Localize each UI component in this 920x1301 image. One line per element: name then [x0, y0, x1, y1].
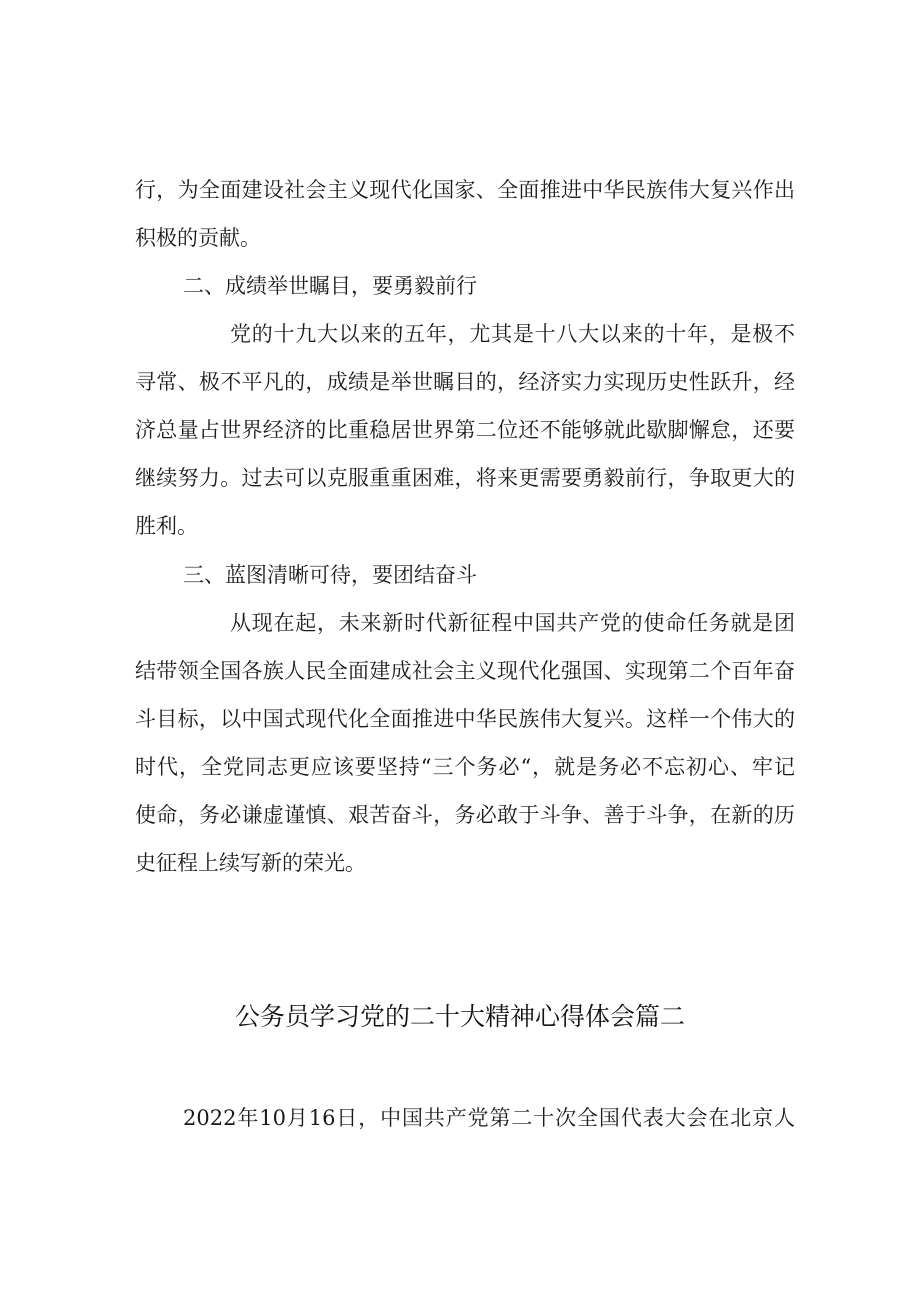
paragraph-line: 寻常、极不平凡的，成绩是举世瞩目的，经济实力实现历史性跃升，经: [135, 370, 795, 394]
paragraph-line: 党的十九大以来的五年，尤其是十八大以来的十年，是极不: [230, 322, 795, 346]
paragraph-line: 斗目标，以中国式现代化全面推进中华民族伟大复兴。这样一个伟大的: [135, 707, 795, 731]
paragraph-line: 使命，务必谦虚谨慎、艰苦奋斗，务必敢于斗争、善于斗争，在新的历: [135, 803, 795, 827]
section-heading: 三、蓝图清晰可待，要团结奋斗: [183, 563, 477, 587]
paragraph-line: 从现在起，未来新时代新征程中国共产党的使命任务就是团: [230, 611, 795, 635]
paragraph-line: 结带领全国各族人民全面建成社会主义现代化强国、实现第二个百年奋: [135, 659, 795, 683]
paragraph-line: 胜利。: [135, 514, 198, 538]
paragraph-line: 史征程上续写新的荣光。: [135, 851, 366, 875]
paragraph-line: 继续努力。过去可以克服重重困难，将来更需要勇毅前行，争取更大的: [135, 466, 795, 490]
article-title: 公务员学习党的二十大精神心得体会篇二: [234, 1002, 685, 1031]
paragraph-line: 时代，全党同志更应该要坚持“三个务必“，就是务必不忘初心、牢记: [135, 755, 795, 779]
paragraph-line: 行，为全面建设社会主义现代化国家、全面推进中华民族伟大复兴作出: [135, 178, 795, 202]
paragraph-line: 积极的贡献。: [135, 226, 261, 250]
paragraph-line: 济总量占世界经济的比重稳居世界第二位还不能够就此歇脚懈怠，还要: [135, 418, 795, 442]
section-heading: 二、成绩举世瞩目，要勇毅前行: [183, 274, 477, 298]
paragraph-line: 2022年10月16日，中国共产党第二十次全国代表大会在北京人: [183, 1106, 795, 1130]
